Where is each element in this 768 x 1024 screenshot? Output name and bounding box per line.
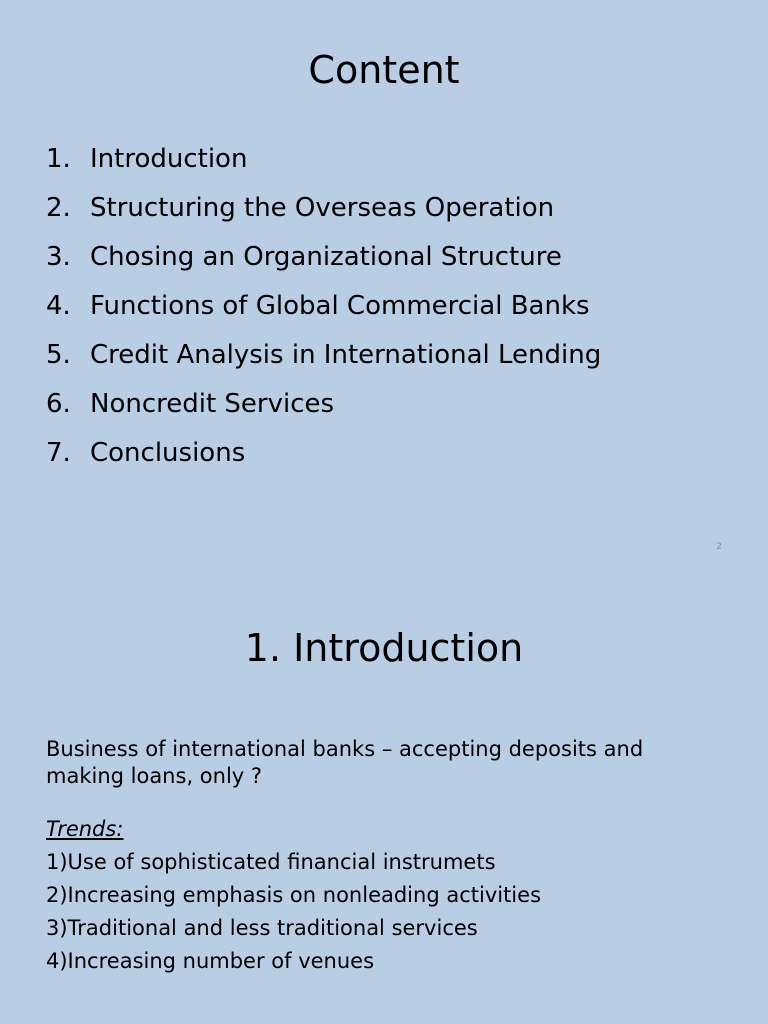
slide-body — [46, 736, 726, 978]
contents-item-number: 1. — [46, 144, 71, 174]
trends-heading: Trends: — [46, 817, 124, 841]
trends-list — [46, 846, 726, 978]
trend-item: 2)Increasing emphasis on nonleading activities — [46, 883, 542, 907]
contents-item — [46, 336, 601, 385]
contents-item-label: Chosing an Organizational Structure — [90, 242, 562, 272]
contents-item — [46, 287, 601, 336]
trend-item: 4)Increasing number of venues — [46, 949, 375, 973]
contents-item-number: 3. — [46, 242, 71, 272]
contents-item-number: 5. — [46, 340, 71, 370]
slide-title: 1. Introduction — [244, 626, 524, 670]
trend-item: 1)Use of sophisticated financial instrumets — [46, 850, 496, 874]
lead-paragraph: Business of international banks – accepting deposits and making loans, only ? — [46, 737, 644, 788]
contents-item — [46, 434, 601, 483]
contents-item-label: Conclusions — [90, 438, 246, 468]
contents-item-label: Credit Analysis in International Lending — [90, 340, 602, 370]
contents-item-label: Noncredit Services — [90, 389, 335, 419]
contents-item-label: Introduction — [90, 144, 248, 174]
contents-item — [46, 140, 601, 189]
contents-item-number: 7. — [46, 438, 71, 468]
contents-item — [46, 385, 601, 434]
introduction-slide — [0, 576, 768, 1024]
contents-list — [46, 140, 601, 483]
contents-item — [46, 189, 601, 238]
contents-item-label: Functions of Global Commercial Banks — [90, 291, 590, 321]
contents-item-number: 4. — [46, 291, 71, 321]
contents-item-label: Structuring the Overseas Operation — [90, 193, 555, 223]
page-number: 2 — [716, 542, 722, 552]
slide-title: Content — [308, 48, 460, 92]
trend-item: 3)Traditional and less traditional services — [46, 916, 478, 940]
contents-item-number: 2. — [46, 193, 71, 223]
contents-item — [46, 238, 601, 287]
contents-item-number: 6. — [46, 389, 71, 419]
